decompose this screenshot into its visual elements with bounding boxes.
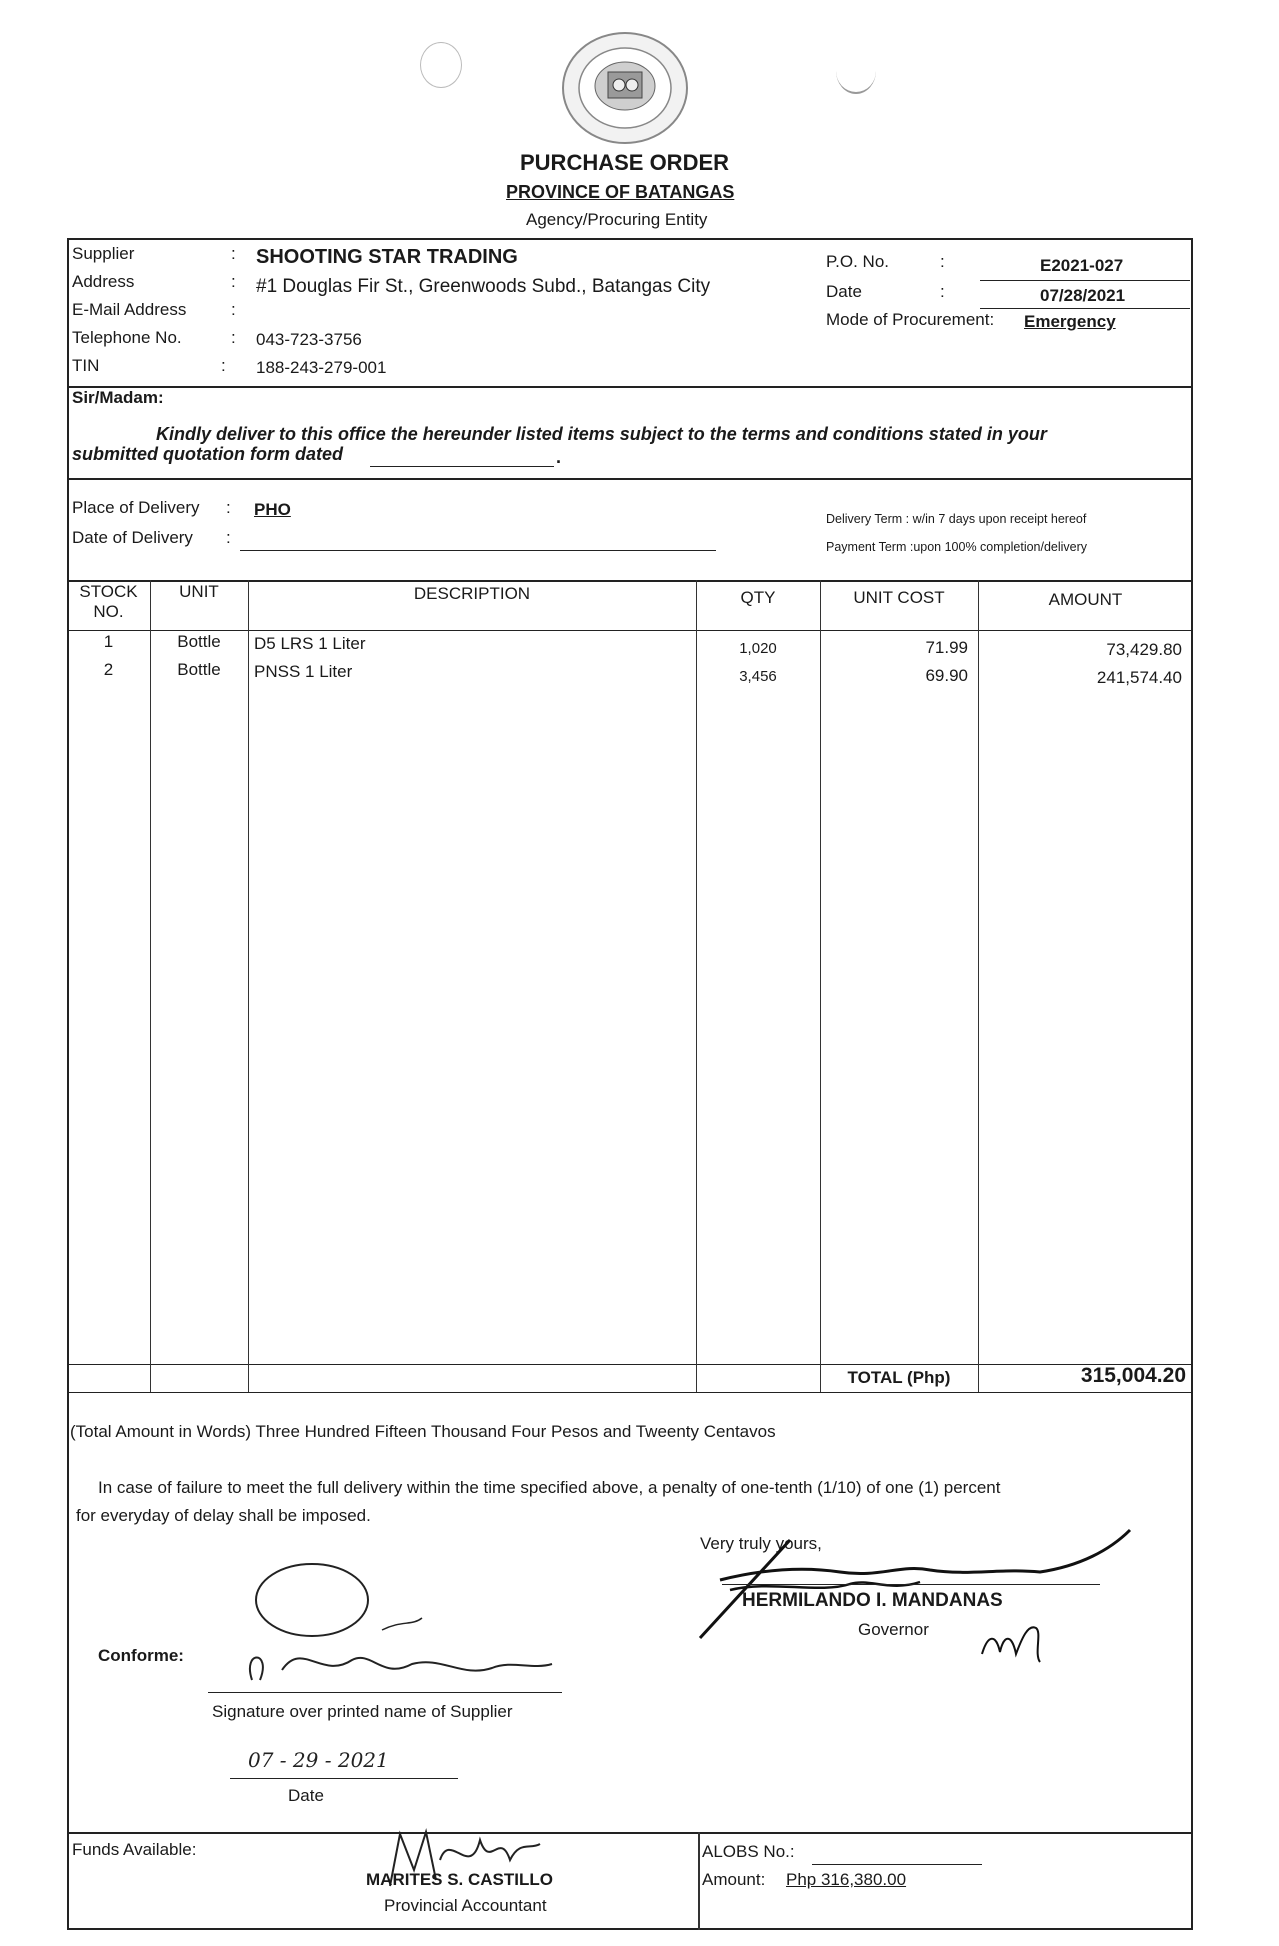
date-of-delivery-blank [240,550,716,551]
term-colon: : [909,540,914,554]
conforme-date-handwritten: 07 - 29 - 2021 [248,1748,389,1772]
header-unit: UNIT [179,582,219,601]
payment-term-label: Payment Term [826,540,907,554]
po-number: E2021-027 [1040,256,1124,275]
header-description: DESCRIPTION [413,584,531,603]
header-stock-label: STOCK [79,582,138,601]
alobs-label: ALOBS No.: [702,1842,795,1861]
cell-qty: 3,456 [739,668,777,685]
header-no-label: NO. [93,602,124,621]
table-bottom [67,1392,1193,1393]
governor-signature-line [722,1584,1100,1585]
conforme-date-caption: Date [288,1786,324,1805]
payment-term [826,540,1087,554]
alobs-amount-label: Amount: [702,1870,766,1889]
colon: : [231,272,236,291]
conforme-label: Conforme: [98,1646,184,1665]
cell-unit-cost: 71.99 [925,638,968,657]
funds-available-label: Funds Available: [72,1840,197,1859]
cell-description: D5 LRS 1 Liter [254,634,366,653]
delivery-term [826,512,1086,526]
governor-title: Governor [858,1620,929,1639]
procurement-mode: Emergency [1024,312,1116,331]
po-date: 07/28/2021 [1040,286,1126,305]
province-seal [560,30,690,146]
delivery-term-label: Delivery Term [826,512,903,526]
header-qty: QTY [740,588,776,607]
instruction-period: . [556,447,562,467]
supplier-name: SHOOTING STAR TRADING [256,246,518,268]
supplier-signature-caption: Signature over printed name of Supplier [212,1702,513,1721]
punch-hole-right [836,48,876,94]
place-of-delivery: PHO [254,500,291,519]
cell-qty: 1,020 [739,640,777,657]
agency-label: Agency/Procuring Entity [526,210,708,229]
supplier-signature [212,1560,572,1705]
cell-unit: Bottle [177,632,221,651]
procurement-mode-label: Mode of Procurement: [826,310,995,329]
colon: : [221,356,226,375]
conforme-date-line [230,1778,458,1779]
closing-text: Very truly yours, [700,1534,822,1553]
po-date-label: Date [826,282,862,301]
alobs-amount: Php 316,380.00 [786,1870,907,1889]
po-date-underline [980,308,1190,309]
colon: : [231,244,236,263]
total-amount: 315,004.20 [1080,1364,1186,1387]
email-label: E-Mail Address [72,300,187,319]
governor-initials [978,1614,1058,1675]
punch-hole-left [420,42,462,88]
colon: : [940,252,945,271]
colon: : [231,300,236,319]
funds-section-divider [698,1832,700,1930]
term-colon: : [905,512,910,526]
total-label: TOTAL (Php) [847,1368,951,1387]
cell-unit-cost: 69.90 [925,666,968,685]
po-number-label: P.O. No. [826,252,889,271]
supplier-tin: 188-243-279-001 [256,358,387,377]
instruction-line-1: Kindly deliver to this office the hereunder listed items subject to the terms and conditions stated in your [156,424,1047,444]
cell-description: PNSS 1 Liter [254,662,353,681]
tin-label: TIN [72,356,100,375]
instruction-line-2: submitted quotation form dated [72,444,343,464]
col-divider [150,580,151,1392]
penalty-clause-line-1: In case of failure to meet the full delivery within the time specified above, a penalty of one-tenth (1/10) of one (1) percent [98,1478,1001,1497]
address-label: Address [72,272,135,291]
colon: : [940,282,945,301]
alobs-number-line [812,1864,982,1865]
colon: : [226,498,231,517]
divider [67,386,1193,388]
salutation: Sir/Madam: [72,388,164,407]
document-title: PURCHASE ORDER [520,150,730,175]
supplier-signature-line [208,1692,562,1693]
funds-section-top [67,1832,1193,1834]
quotation-date-blank [370,466,554,467]
supplier-address: #1 Douglas Fir St., Greenwoods Subd., Batangas City [256,276,711,297]
colon: : [226,528,231,547]
cell-amount: 73,429.80 [1106,640,1182,659]
place-of-delivery-label: Place of Delivery [72,498,200,517]
supplier-telephone: 043-723-3756 [256,330,362,349]
telephone-label: Telephone No. [72,328,182,347]
accountant-title: Provincial Accountant [384,1896,547,1915]
cell-stock-no: 2 [103,660,114,679]
col-divider [820,580,821,1392]
payment-term-value: upon 100% completion/delivery [913,540,1088,554]
col-divider [696,580,697,1392]
colon: : [231,328,236,347]
delivery-term-value: w/in 7 days upon receipt hereof [912,512,1087,526]
po-number-underline [980,280,1190,281]
header-unit-cost: UNIT COST [853,588,945,607]
penalty-clause-line-2: for everyday of delay shall be imposed. [76,1506,371,1525]
col-divider [978,580,979,1392]
supplier-label: Supplier [72,244,135,263]
table-header-bottom [67,630,1193,631]
governor-name: HERMILANDO I. MANDANAS [742,1590,1003,1611]
header-amount: AMOUNT [1048,590,1123,609]
amount-in-words: (Total Amount in Words) Three Hundred Fifteen Thousand Four Pesos and Tweenty Centavos [70,1422,776,1441]
date-of-delivery-label: Date of Delivery [72,528,193,547]
cell-unit: Bottle [177,660,221,679]
cell-stock-no: 1 [103,632,114,651]
col-divider [248,580,249,1392]
province-name: PROVINCE OF BATANGAS [506,182,735,202]
cell-amount: 241,574.40 [1096,668,1182,687]
accountant-name: MARITES S. CASTILLO [366,1870,553,1889]
divider [67,478,1193,480]
header-stock-no [67,582,150,622]
